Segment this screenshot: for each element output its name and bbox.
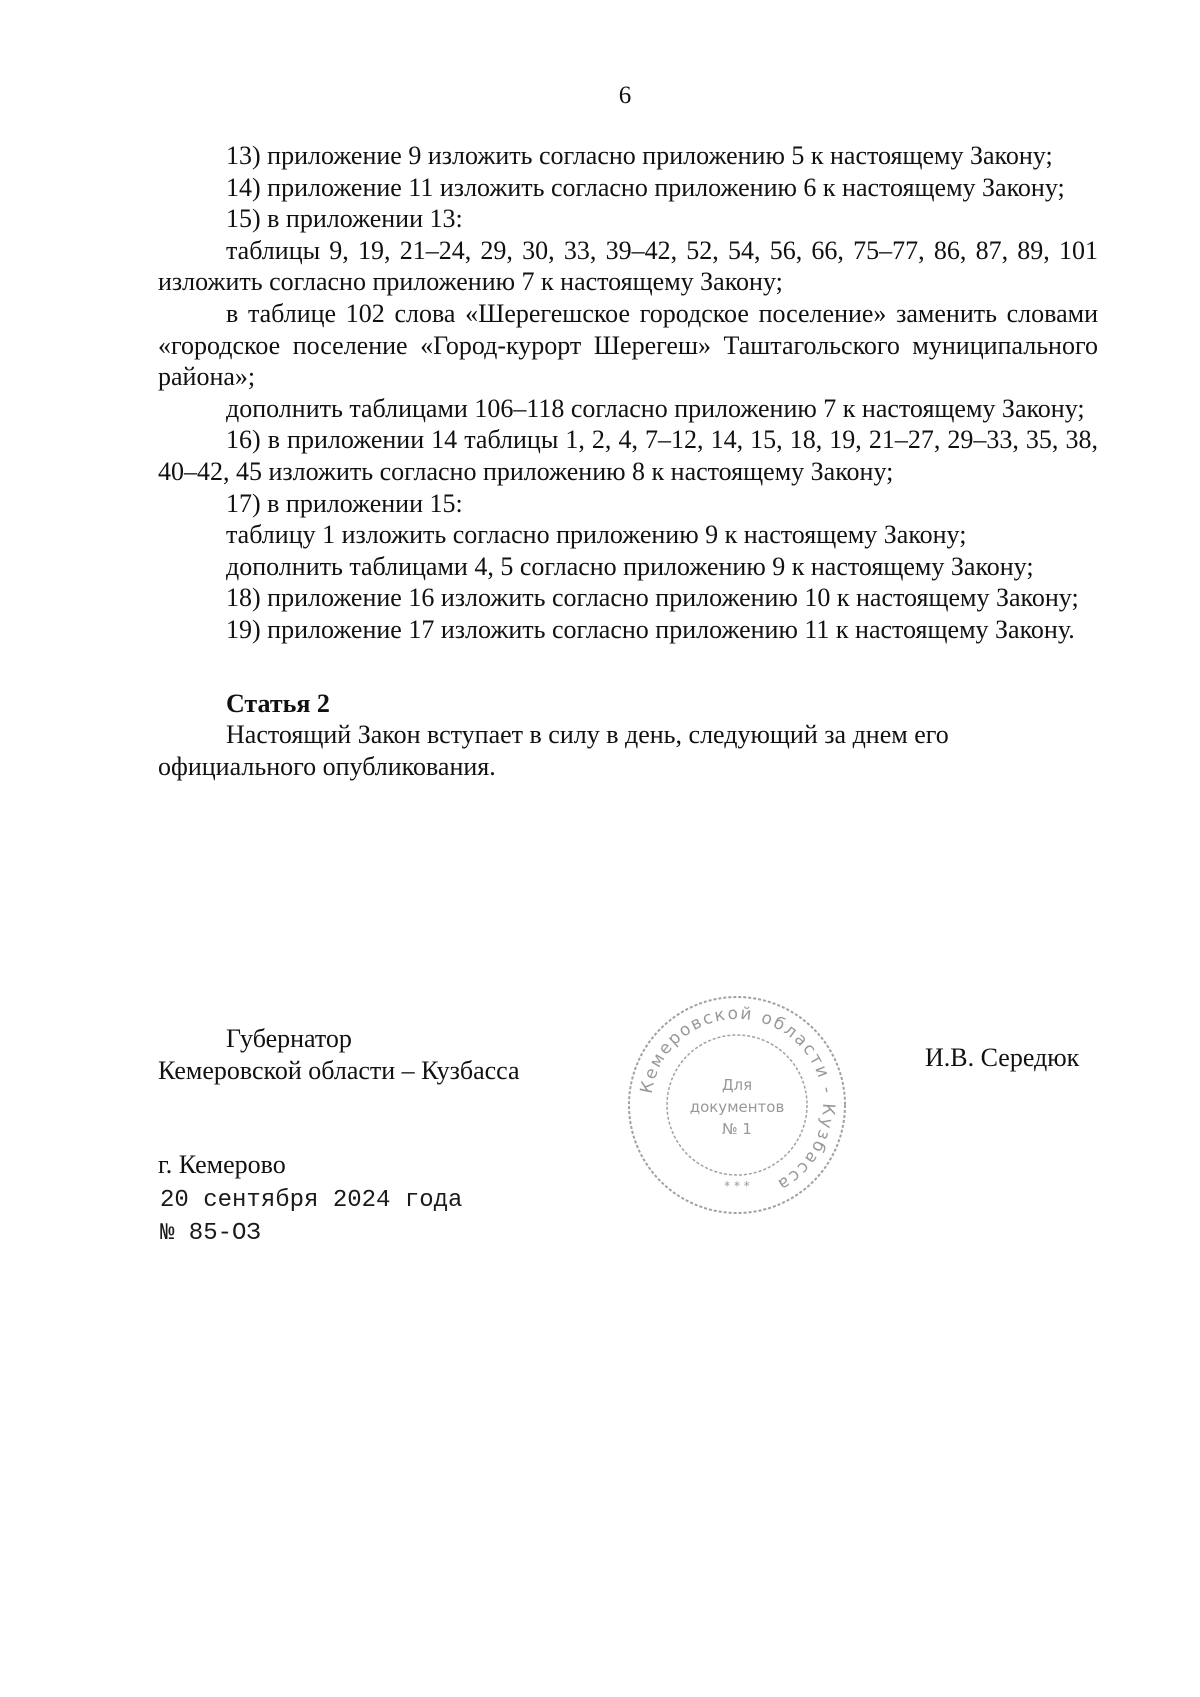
item-16: 16) в приложении 14 таблицы 1, 2, 4, 7–12, 14, 15, 18, 19, 21–27, 29–33, 35, 38, 40–42, 45 изложить согласно приложению 8 к настоящему Закону; xyxy=(158,425,1098,486)
item-17-table-1: таблицу 1 изложить согласно приложению 9 к настоящему Закону; xyxy=(226,520,967,550)
page-number: 6 xyxy=(618,82,632,109)
item-15-table-102: в таблице 102 слова «Шерегешское городское поселение» заменить словами «городское поселение «Город-курорт Шерегеш» Таштагольского муниципального района»; xyxy=(158,298,1098,392)
item-17: 17) в приложении 15: xyxy=(226,488,463,518)
stamp-line-1: Для xyxy=(721,1076,753,1094)
item-17-add-tables: дополнить таблицами 4, 5 согласно приложению 9 к настоящему Закону; xyxy=(226,551,1034,581)
item-15-add-tables: дополнить таблицами 106–118 согласно приложению 7 к настоящему Закону; xyxy=(226,393,1085,423)
official-stamp xyxy=(622,990,852,1220)
position-region: Кемеровской области – Кузбасса xyxy=(158,1056,520,1085)
item-19: 19) приложение 17 изложить согласно приложению 11 к настоящему Закону. xyxy=(226,614,1075,644)
position-title: Губернатор xyxy=(226,1024,352,1053)
law-number: № 85-ОЗ xyxy=(160,1220,261,1247)
stamp-ring-text: Кемеровской области - Кузбасса xyxy=(636,1003,839,1196)
stamp-line-2: документов xyxy=(689,1098,785,1116)
signatory-name: И.В. Середюк xyxy=(925,1043,1080,1072)
signing-date: 20 сентября 2024 года xyxy=(160,1187,463,1214)
item-15: 15) в приложении 13: xyxy=(226,204,463,234)
document-body xyxy=(158,140,1098,782)
article-2-text: Настоящий Закон вступает в силу в день, следующий за днем его официального опубликования. xyxy=(158,720,949,781)
item-14: 14) приложение 11 изложить согласно приложению 6 к настоящему Закону; xyxy=(226,172,1065,202)
signing-place: г. Кемерово xyxy=(158,1150,286,1179)
item-13: 13) приложение 9 изложить согласно приложению 5 к настоящему Закону; xyxy=(226,141,1053,170)
stamp-line-3: № 1 xyxy=(722,1120,752,1138)
stamp-stars: * * * xyxy=(724,1179,750,1193)
item-15-tables: таблицы 9, 19, 21–24, 29, 30, 33, 39–42, 52, 54, 56, 66, 75–77, 86, 87, 89, 101 изложить согласно приложению 7 к настоящему Закону; xyxy=(158,235,1098,297)
signatory-position xyxy=(158,1023,520,1087)
article-2-title: Статья 2 xyxy=(226,688,330,718)
item-18: 18) приложение 16 изложить согласно приложению 10 к настоящему Закону; xyxy=(226,583,1079,613)
